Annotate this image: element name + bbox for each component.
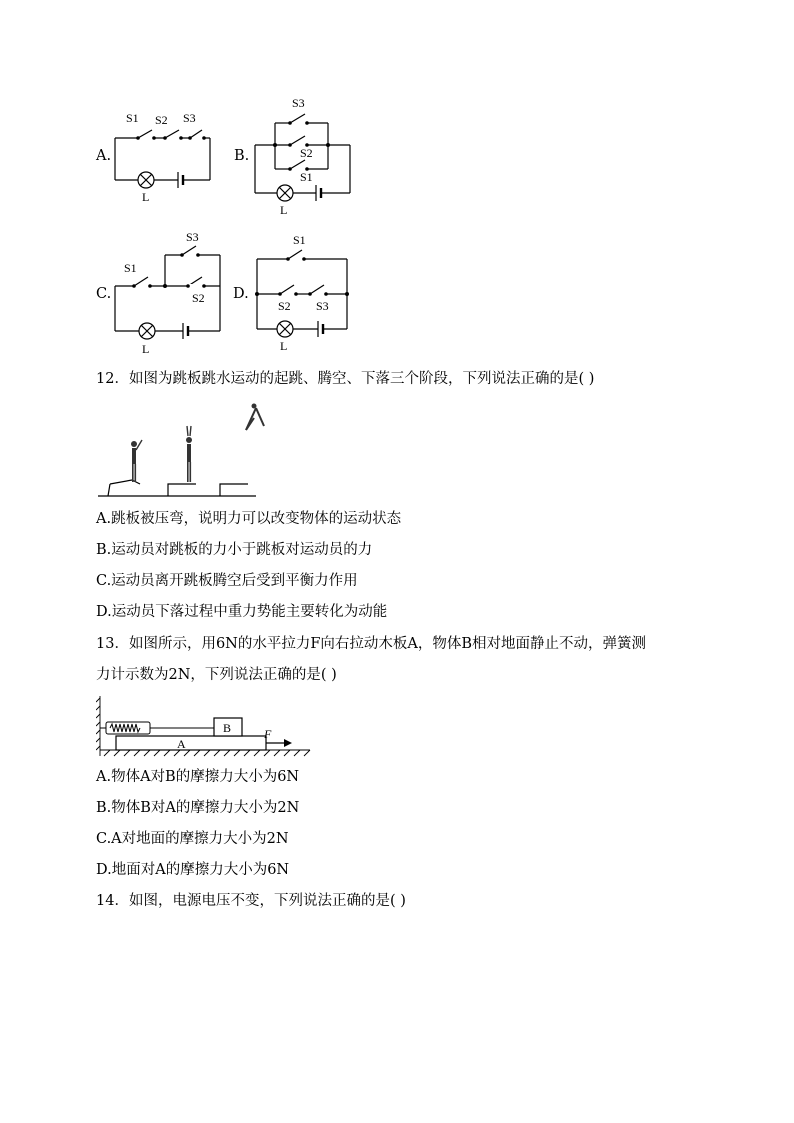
block-b-label: B <box>223 721 232 735</box>
switch-label-b2: S2 <box>300 146 313 160</box>
option-c-letter: C. <box>96 286 112 302</box>
circuit-d-diagram <box>250 228 360 358</box>
switch-label-a3: S3 <box>183 111 196 125</box>
q12-option-c: C.运动员离开跳板腾空后受到平衡力作用 <box>96 573 358 589</box>
switch-label-b3: S3 <box>292 96 305 110</box>
circuit-c-diagram <box>110 228 230 358</box>
switch-label-d3: S3 <box>316 299 329 313</box>
question-12-stem: 12．如图为跳板跳水运动的起跳、腾空、下落三个阶段，下列说法正确的是( ) <box>96 371 595 387</box>
lamp-label-c: L <box>142 342 150 356</box>
force-label: F <box>264 727 272 741</box>
friction-setup-figure <box>96 694 316 760</box>
circuit-b-diagram <box>250 95 360 220</box>
block-a-label: A <box>177 737 186 751</box>
q12-option-d: D.运动员下落过程中重力势能主要转化为动能 <box>96 604 388 620</box>
option-d-letter: D. <box>233 286 249 302</box>
switch-label-c3: S3 <box>186 230 199 244</box>
question-13-stem-line1: 13．如图所示，用6N的水平拉力F向右拉动木板A，物体B相对地面静止不动，弹簧测 <box>96 636 647 652</box>
circuit-a-diagram <box>110 108 220 203</box>
switch-label-d1: S1 <box>293 233 306 247</box>
switch-label-c1: S1 <box>124 261 137 275</box>
lamp-label-d: L <box>280 339 288 353</box>
question-13-stem-line2: 力计示数为2N，下列说法正确的是( ) <box>96 667 337 683</box>
lamp-label-a: L <box>142 190 150 203</box>
option-b-letter: B. <box>234 148 250 164</box>
switch-label-a2: S2 <box>155 113 168 127</box>
q13-option-b: B.物体B对A的摩擦力大小为2N <box>96 800 300 816</box>
q12-option-a: A.跳板被压弯，说明力可以改变物体的运动状态 <box>96 511 402 527</box>
diving-figure <box>96 400 276 500</box>
switch-label-a1: S1 <box>126 111 139 125</box>
lamp-label-b: L <box>280 203 288 217</box>
q13-option-c: C.A对地面的摩擦力大小为2N <box>96 831 289 847</box>
switch-label-c2: S2 <box>192 291 205 305</box>
q13-option-a: A.物体A对B的摩擦力大小为6N <box>96 769 300 785</box>
question-14-stem: 14．如图，电源电压不变，下列说法正确的是( ) <box>96 893 406 909</box>
option-a-letter: A. <box>96 148 112 164</box>
switch-label-d2: S2 <box>278 299 291 313</box>
q12-option-b: B.运动员对跳板的力小于跳板对运动员的力 <box>96 542 373 558</box>
q13-option-d: D.地面对A的摩擦力大小为6N <box>96 862 290 878</box>
switch-label-b1: S1 <box>300 170 313 184</box>
